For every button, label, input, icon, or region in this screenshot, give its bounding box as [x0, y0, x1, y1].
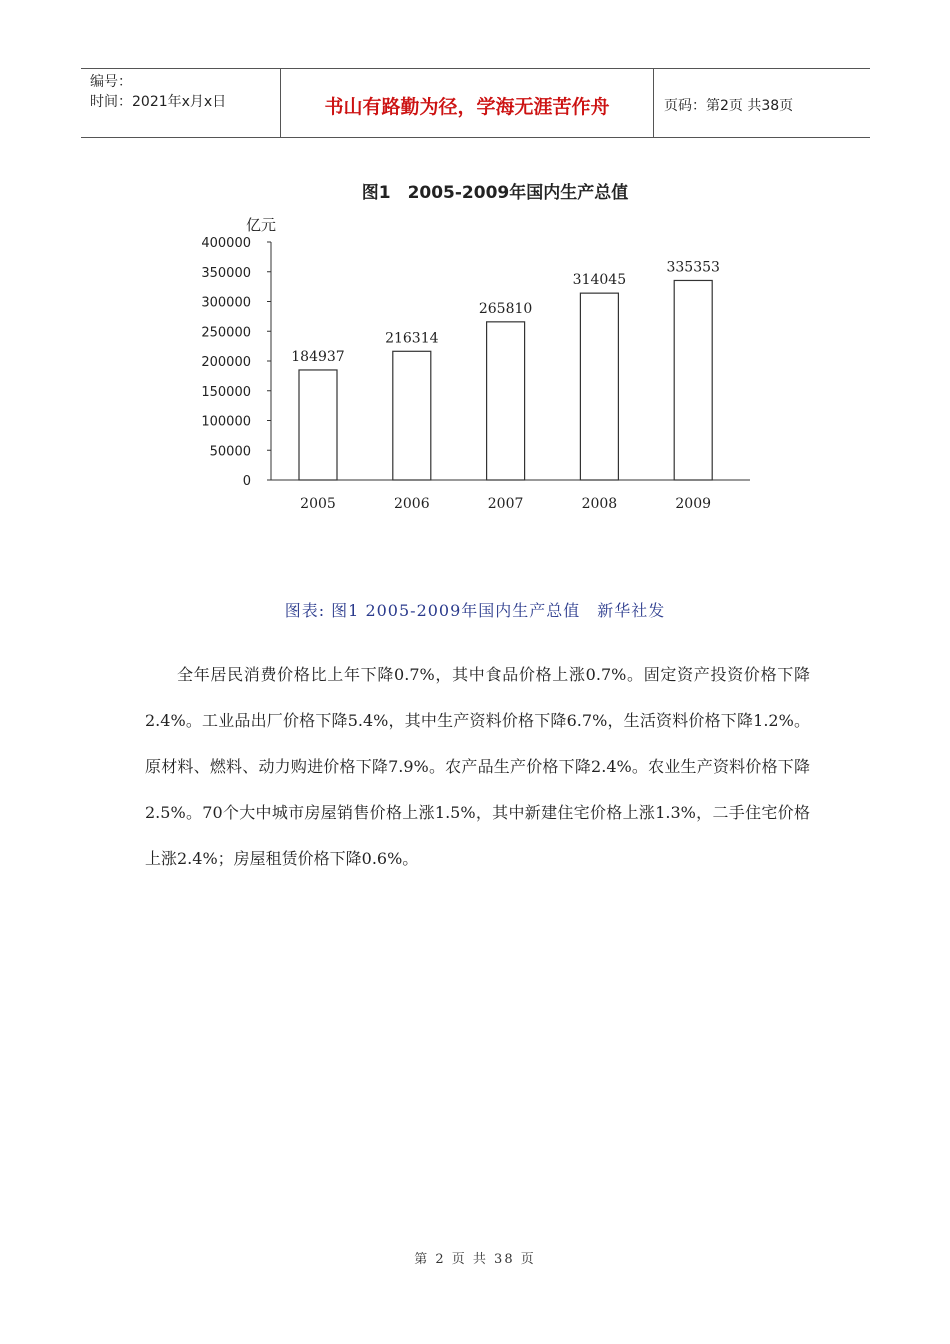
- chart-x-tick-label: 2007: [487, 496, 524, 512]
- chart-x-tick-label: 2008: [581, 496, 618, 512]
- chart-y-tick-label: 400000: [201, 236, 251, 251]
- figure-caption: 图表: 图1 2005-2009年国内生产总值 新华社发: [284, 601, 666, 620]
- chart-x-tick-label: 2009: [675, 496, 712, 512]
- chart-bar: [299, 370, 337, 480]
- chart-y-tick-label: 150000: [201, 384, 251, 400]
- gdp-bar-chart: [190, 170, 770, 530]
- chart-data-label: 314045: [572, 272, 627, 289]
- chart-y-tick-label: 350000: [201, 265, 251, 281]
- header-meta: [81, 69, 281, 137]
- chart-data-label: 265810: [478, 300, 533, 317]
- page-header: [81, 68, 870, 138]
- header-motto: 书山有路勤为径，学海无涯苦作舟: [281, 69, 654, 137]
- chart-bar: [674, 280, 712, 480]
- page-footer: 第 2 页 共 38 页: [414, 1252, 536, 1267]
- chart-bar: [393, 351, 431, 480]
- chart-data-label: 184937: [291, 348, 345, 365]
- chart-title: 图1 2005-2009年国内生产总值: [361, 183, 629, 203]
- document-number-label: 编号：: [90, 74, 132, 90]
- chart-y-tick-label: 250000: [201, 325, 251, 341]
- chart-y-tick-label: 50000: [209, 444, 251, 460]
- chart-y-tick-label: 200000: [201, 355, 251, 370]
- chart-bar: [580, 293, 618, 480]
- chart-bar: [487, 322, 525, 480]
- chart-y-tick-label: 100000: [201, 414, 251, 430]
- body-paragraph: 全年居民消费价格比上年下降0.7%，其中食品价格上涨0.7%。固定资产投资价格下降2.4%。工业品出厂价格下降5.4%，其中生产资料价格下降6.7%，生活资料价格下降1.2%。原材料、燃料、动力购进价格下降7.9%。农产品生产价格下降2.4%。农业生产资料价格下降2.5%。70个大中城市房屋销售价格上涨1.5%，其中新建住宅价格上涨1.3%，二手住宅价格上涨2.4%；房屋租赁价格下降0.6%。: [145, 665, 810, 868]
- chart-data-label: 335353: [666, 259, 720, 276]
- chart-x-tick-label: 2006: [393, 496, 430, 512]
- chart-y-tick-label: 0: [242, 474, 251, 489]
- chart-y-axis-label: 亿元: [246, 216, 277, 234]
- chart-y-tick-label: 300000: [201, 295, 251, 311]
- document-time-label: 时间：2021年x月x日: [90, 94, 227, 110]
- chart-data-label: 216314: [385, 330, 439, 347]
- header-page-label: 页码：第2页 共38页: [664, 98, 794, 114]
- chart-x-tick-label: 2005: [300, 496, 336, 512]
- chart-canvas: [190, 170, 770, 530]
